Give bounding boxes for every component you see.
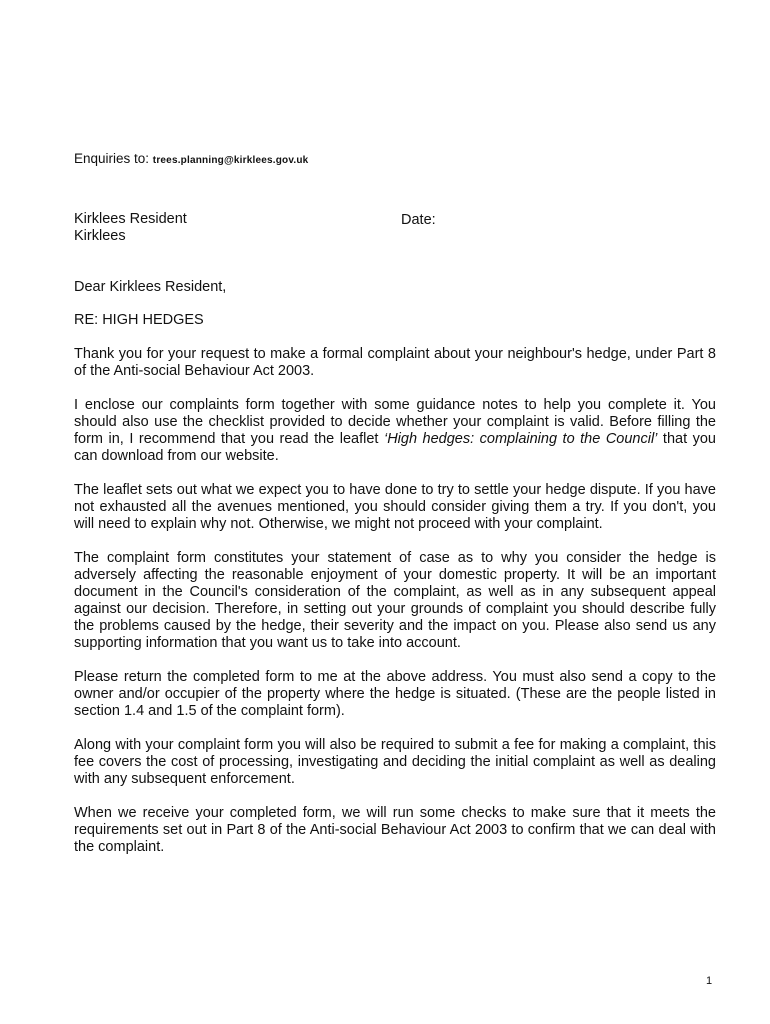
paragraph-1: Thank you for your request to make a formal complaint about your neighbour's hedge, under Part 8 of the Anti-social Behaviour Act 2003. (74, 346, 716, 379)
paragraph-3: The leaflet sets out what we expect you to have done to try to settle your hedge dispute. If you have not exhausted all the avenues mentioned, you should consider giving them a try. If you don't, you will need to explain why not. Otherwise, we might not proceed with your complaint. (74, 482, 716, 532)
paragraph-4: The complaint form constitutes your statement of case as to why you consider the hedge is adversely affecting the reasonable enjoyment of your domestic property. It will be an important document in the Council's consideration of the complaint, as well as in any subsequent appeal against our decision. Therefore, in setting out your grounds of complaint you should describe fully the problems caused by the hedge, their severity and the impact on you. Please also send us any supporting information that you want us to take into account. (74, 550, 716, 651)
subject-line: RE: HIGH HEDGES (74, 312, 204, 328)
salutation: Dear Kirklees Resident, (74, 279, 227, 295)
paragraph-2-start: I enclose our complaints form together with some guidance notes to help you complete it. You should also use the checklist provided to decide whether your complaint is valid. Before filling the form in, I recommend that you read the leaflet (74, 397, 716, 447)
page-number: 1 (706, 975, 713, 987)
recipient-area: Kirklees (74, 228, 126, 244)
leaflet-title: ‘High hedges: complaining to the Council’ (383, 431, 658, 447)
recipient-address (74, 211, 187, 245)
paragraph-2-end: that you can download from our website. (74, 431, 716, 464)
enquiries-label: Enquiries to: (74, 151, 153, 166)
letter-body (74, 346, 716, 873)
recipient-name: Kirklees Resident (74, 211, 187, 227)
paragraph-2 (74, 397, 716, 465)
enquiries-email: trees.planning@kirklees.gov.uk (152, 155, 309, 166)
paragraph-6: Along with your complaint form you will also be required to submit a fee for making a complaint, this fee covers the cost of processing, investigating and deciding the initial complaint as well as dealing with any subsequent enforcement. (74, 737, 716, 787)
enquiries-line (74, 151, 308, 166)
date-label: Date: (401, 212, 436, 228)
paragraph-7: When we receive your completed form, we will run some checks to make sure that it meets the requirements set out in Part 8 of the Anti-social Behaviour Act 2003 to confirm that we can deal with the complaint. (74, 805, 716, 855)
paragraph-5: Please return the completed form to me at the above address. You must also send a copy to the owner and/or occupier of the property where the hedge is situated. (These are the people listed in section 1.4 and 1.5 of the complaint form). (74, 669, 716, 719)
